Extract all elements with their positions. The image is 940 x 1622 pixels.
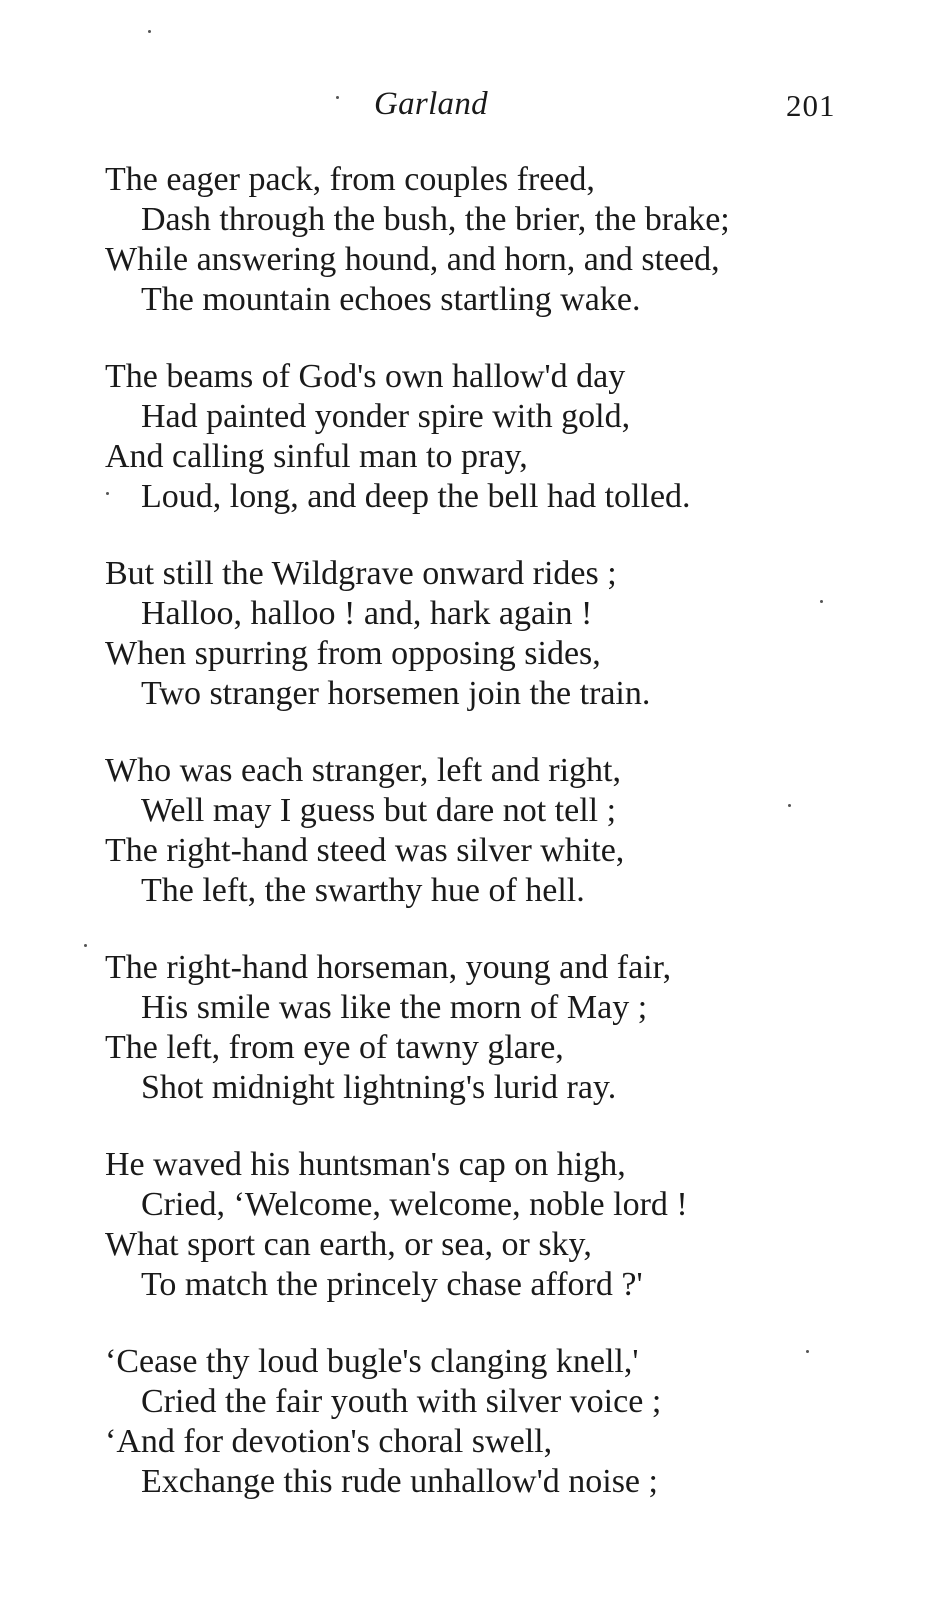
poem-line: The beams of God's own hallow'd day xyxy=(105,358,626,395)
scan-speck xyxy=(806,1350,809,1353)
poem-line: The left, the swarthy hue of hell. xyxy=(141,872,585,909)
scan-speck xyxy=(788,804,791,807)
scan-speck xyxy=(84,944,87,947)
stanza xyxy=(105,1342,925,1502)
poem-line: Dash through the bush, the brier, the brake; xyxy=(141,201,730,238)
poem-line: ‘And for devotion's choral swell, xyxy=(105,1423,553,1460)
poem-line: The right-hand steed was silver white, xyxy=(105,832,625,869)
poem-line: Cried, ‘Welcome, welcome, noble lord ! xyxy=(141,1186,688,1223)
poem-line: The eager pack, from couples freed, xyxy=(105,161,595,198)
scan-speck xyxy=(820,600,823,603)
poem-line: Cried the fair youth with silver voice ; xyxy=(141,1383,662,1420)
poem-line: Who was each stranger, left and right, xyxy=(105,752,621,789)
stanza xyxy=(105,357,925,517)
stanza xyxy=(105,160,925,320)
page-number: 201 xyxy=(786,88,836,123)
poem-line: The right-hand horseman, young and fair, xyxy=(105,949,672,986)
stanza-gap xyxy=(105,714,925,751)
poem-line: His smile was like the morn of May ; xyxy=(141,989,648,1026)
scan-speck xyxy=(106,492,109,495)
poem-line: When spurring from opposing sides, xyxy=(105,635,601,672)
stanza-gap xyxy=(105,911,925,948)
poem-line: Two stranger horsemen join the train. xyxy=(141,675,651,712)
stanza-gap xyxy=(105,320,925,357)
poem-line: What sport can earth, or sea, or sky, xyxy=(105,1226,592,1263)
stanza-gap xyxy=(105,1305,925,1342)
poem-line: While answering hound, and horn, and steed, xyxy=(105,241,720,278)
poem-line: The left, from eye of tawny glare, xyxy=(105,1029,564,1066)
scan-speck xyxy=(336,96,339,99)
poem-line: Halloo, halloo ! and, hark again ! xyxy=(141,595,593,632)
stanza xyxy=(105,554,925,714)
stanza xyxy=(105,948,925,1108)
poem-line: To match the princely chase afford ?' xyxy=(141,1266,643,1303)
poem-line: The mountain echoes startling wake. xyxy=(141,281,641,318)
poem-line: He waved his huntsman's cap on high, xyxy=(105,1146,626,1183)
poem-line: Shot midnight lightning's lurid ray. xyxy=(141,1069,617,1106)
stanza xyxy=(105,1145,925,1305)
poem-line: Well may I guess but dare not tell ; xyxy=(141,792,617,829)
running-title: Garland xyxy=(374,86,488,122)
poem-line: Exchange this rude unhallow'd noise ; xyxy=(141,1463,658,1500)
poem-line: But still the Wildgrave onward rides ; xyxy=(105,555,617,592)
poem-line: ‘Cease thy loud bugle's clanging knell,' xyxy=(105,1343,639,1380)
stanza-gap xyxy=(105,517,925,554)
poem-line: Had painted yonder spire with gold, xyxy=(141,398,631,435)
stanza-gap xyxy=(105,1108,925,1145)
scan-speck xyxy=(148,30,151,33)
poem-body xyxy=(105,160,925,1502)
poem-line: Loud, long, and deep the bell had tolled. xyxy=(141,478,691,515)
poem-line: And calling sinful man to pray, xyxy=(105,438,528,475)
stanza xyxy=(105,751,925,911)
